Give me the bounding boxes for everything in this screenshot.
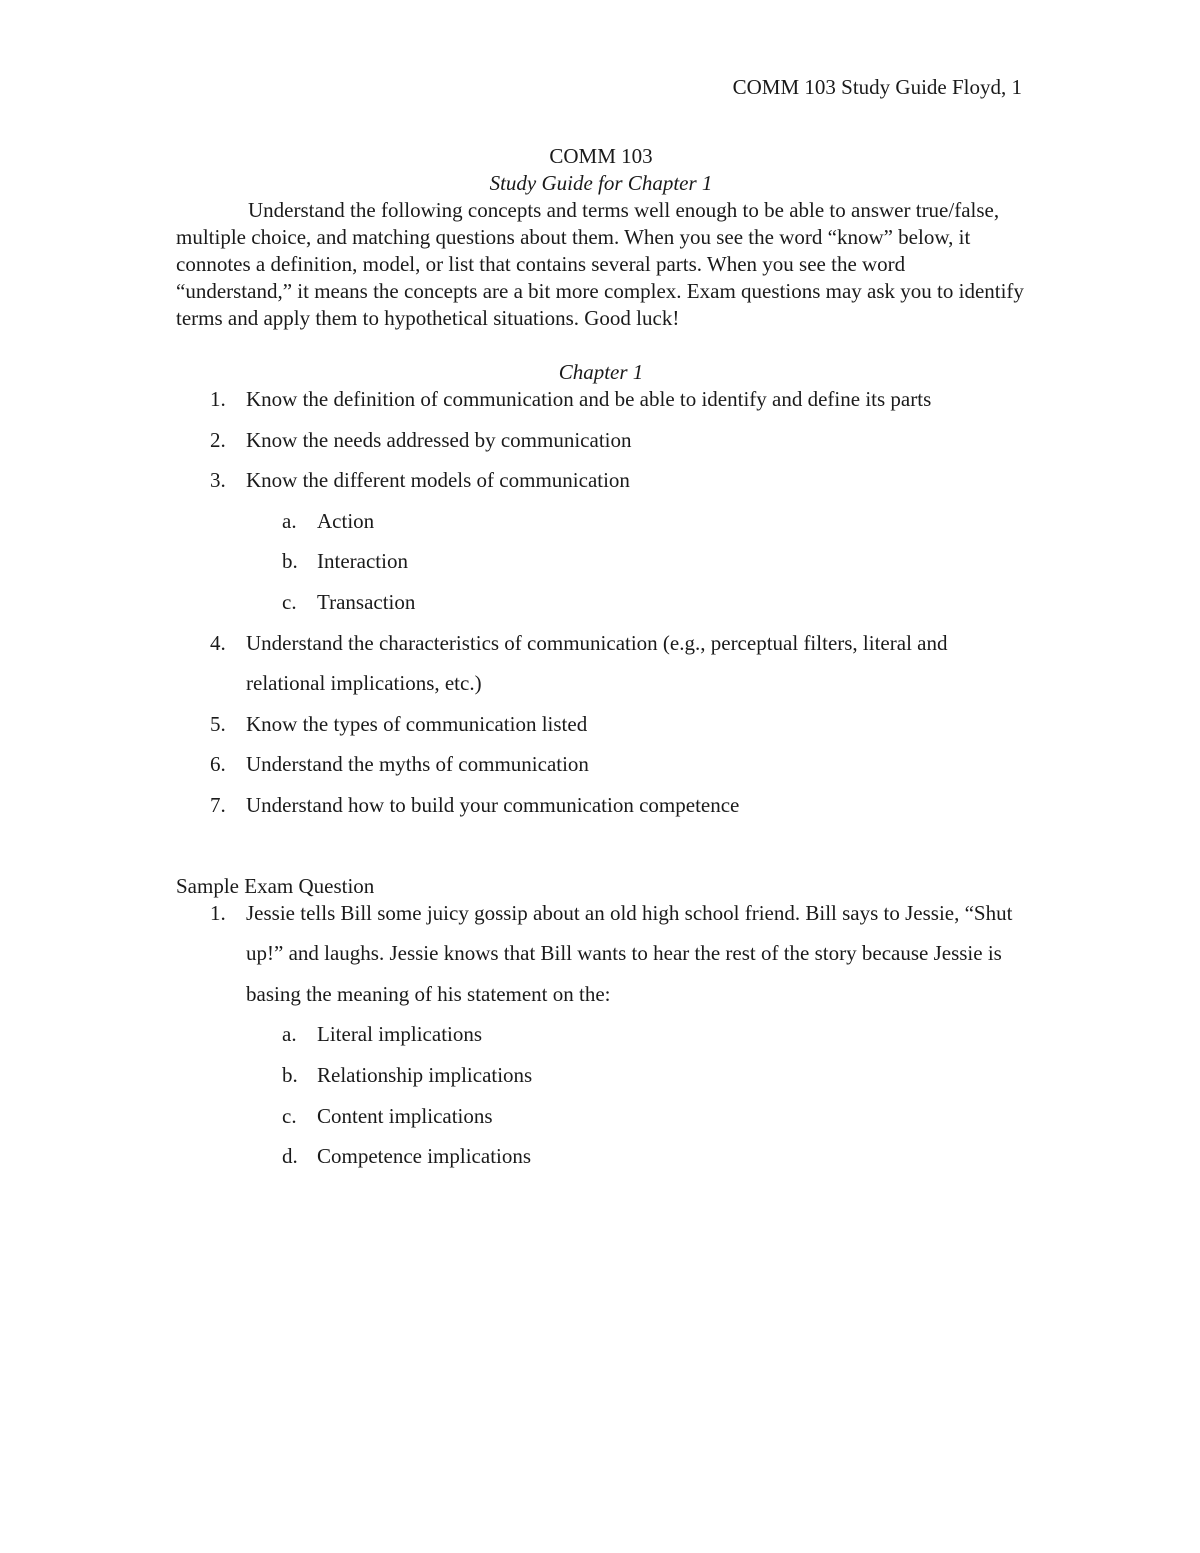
list-item-text: Understand how to build your communication competence xyxy=(246,792,740,817)
list-item xyxy=(176,420,1026,461)
sub-list-item xyxy=(176,541,1026,582)
chapter-list xyxy=(176,379,1026,826)
list-item xyxy=(176,379,1026,420)
question-item xyxy=(176,893,1026,1015)
answer-letter: a. xyxy=(282,1022,297,1047)
sample-question-list xyxy=(176,893,1026,1177)
answer-text: Competence implications xyxy=(317,1144,532,1169)
question-text: Jessie tells Bill some juicy gossip about an old high school friend. Bill says to Jessie, “Shut up!” and laughs. Jessie knows that Bill wants to hear the rest of the story because Jessie is basing the meaning of his statement on the: xyxy=(246,900,1013,1006)
sub-list-item-text: Transaction xyxy=(317,589,416,614)
list-item xyxy=(176,623,1026,704)
list-number: 3. xyxy=(210,468,226,493)
sub-list-item xyxy=(176,501,1026,542)
running-header: COMM 103 Study Guide Floyd, 1 xyxy=(732,75,1022,99)
sub-list-letter: b. xyxy=(282,549,298,574)
sub-list-item-text: Action xyxy=(317,508,375,533)
list-item-text: Know the needs addressed by communication xyxy=(246,427,632,452)
answer-text: Literal implications xyxy=(317,1022,483,1047)
document-title: COMM 103 xyxy=(549,144,653,168)
question-number: 1. xyxy=(210,900,226,925)
sample-question-heading: Sample Exam Question xyxy=(176,873,375,898)
list-item-text: Know the different models of communication xyxy=(246,468,630,493)
list-item xyxy=(176,704,1026,745)
sub-list-letter: a. xyxy=(282,508,297,533)
list-item-text: Know the types of communication listed xyxy=(246,711,588,736)
list-number: 1. xyxy=(210,387,226,411)
sub-list-letter: c. xyxy=(282,589,297,614)
answer-letter: d. xyxy=(282,1144,298,1169)
list-item xyxy=(176,785,1026,826)
list-number: 7. xyxy=(210,792,226,817)
answer-option xyxy=(176,1055,1026,1096)
answer-option xyxy=(176,1136,1026,1177)
list-number: 5. xyxy=(210,711,226,736)
list-number: 2. xyxy=(210,427,226,452)
answer-text: Relationship implications xyxy=(317,1062,533,1087)
answer-letter: c. xyxy=(282,1103,297,1128)
document-subtitle: Study Guide for Chapter 1 xyxy=(489,171,713,195)
answer-option xyxy=(176,1014,1026,1055)
answer-text: Content implications xyxy=(317,1103,493,1128)
intro-paragraph: Understand the following concepts and terms well enough to be able to answer true/false, multiple choice, and matching questions about them. When you see the word “know” below, it connotes a definition, model, or list that contains several parts. When you see the word “understand,” it means the concepts are a bit more complex. Exam questions may ask you to identify terms and apply them to hypothetical situations. Good luck! xyxy=(176,198,1024,330)
list-item-text: Know the definition of communication and be able to identify and define its parts xyxy=(246,387,932,411)
list-number: 4. xyxy=(210,630,226,655)
list-number: 6. xyxy=(210,752,226,777)
list-item-text: Understand the characteristics of communication (e.g., perceptual filters, literal and relational implications, etc.) xyxy=(246,630,948,696)
answer-letter: b. xyxy=(282,1062,298,1087)
sub-list-item-text: Interaction xyxy=(317,549,408,574)
answer-option xyxy=(176,1096,1026,1137)
list-item xyxy=(176,744,1026,785)
list-item-text: Understand the myths of communication xyxy=(246,752,589,777)
document-body xyxy=(176,143,1026,1177)
sub-list-item xyxy=(176,582,1026,623)
chapter-heading: Chapter 1 xyxy=(558,360,644,384)
list-item xyxy=(176,460,1026,501)
